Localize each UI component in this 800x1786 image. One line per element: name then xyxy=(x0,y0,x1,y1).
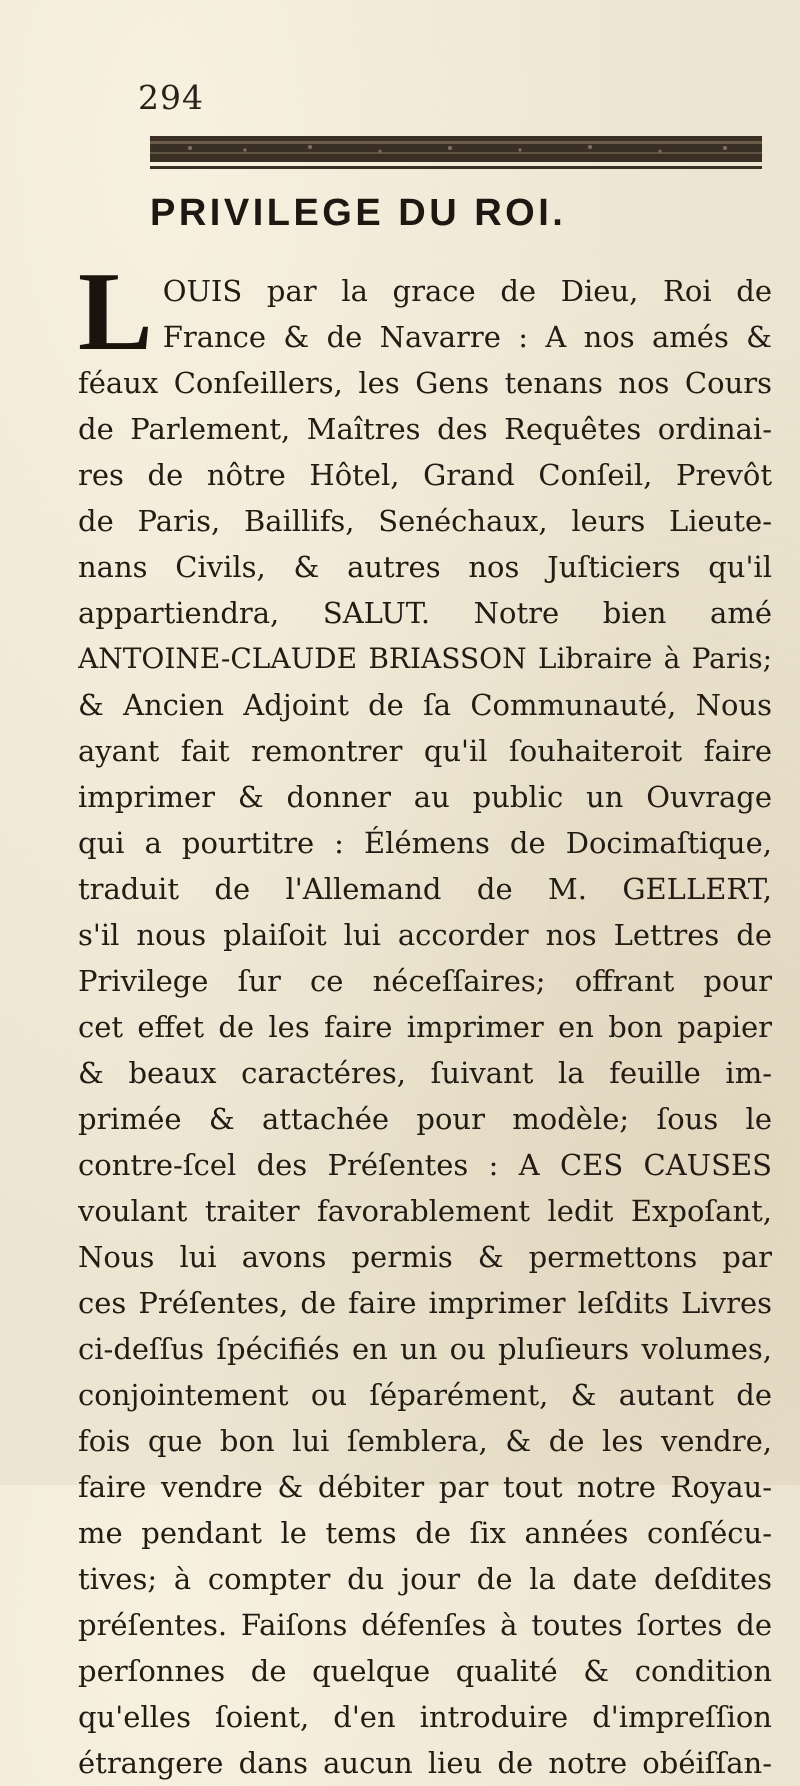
privilege-body xyxy=(78,250,772,1786)
text-line: perſonnes de quelque qualité & condition xyxy=(78,1654,772,1688)
text-line: OUIS par la grace de Dieu, Roi de xyxy=(162,274,772,308)
page-number: 294 xyxy=(138,78,204,117)
text-line: faire vendre & débiter par tout notre Royau- xyxy=(78,1470,772,1504)
text-line: res de nôtre Hôtel, Grand Conſeil, Prevôt xyxy=(78,458,772,492)
text-line: contre-ſcel des Préſentes : A CES CAUSES xyxy=(78,1148,772,1182)
text-line: Nous lui avons permis & permettons par xyxy=(78,1240,772,1274)
ornament-band xyxy=(150,132,762,174)
text-line: nans Civils, & autres nos Juſticiers qu'il xyxy=(78,550,772,584)
text-line: qu'elles ſoient, d'en introduire d'impreſſion xyxy=(78,1700,772,1734)
text-line: France & de Navarre : A nos amés & xyxy=(162,320,772,354)
text-line: cet effet de les faire imprimer en bon papier xyxy=(78,1010,772,1044)
text-line: imprimer & donner au public un Ouvrage xyxy=(78,780,772,814)
text-line: féaux Conſeillers, les Gens tenans nos Cours xyxy=(78,366,772,400)
text-line: de Parlement, Maîtres des Requêtes ordinai- xyxy=(78,412,772,446)
text-line: & Ancien Adjoint de ſa Communauté, Nous xyxy=(78,688,772,722)
text-line: ces Préſentes, de faire imprimer leſdits Livres xyxy=(78,1286,772,1320)
drop-cap: L xyxy=(78,250,153,374)
text-line: s'il nous plaiſoit lui accorder nos Lettres de xyxy=(78,918,772,952)
text-line: tives; à compter du jour de la date deſdites xyxy=(78,1562,772,1596)
text-line: préſentes. Faiſons défenſes à toutes ſortes de xyxy=(78,1608,772,1642)
text-line: ANTOINE-CLAUDE BRIASSON Libraire à Paris; xyxy=(78,642,772,675)
text-line: ci-deſſus ſpécifiés en un ou pluſieurs volumes, xyxy=(78,1332,772,1366)
text-line: qui a pourtitre : Élémens de Docimaſtique, xyxy=(78,826,772,860)
text-line: conjointement ou ſéparément, & autant de xyxy=(78,1378,772,1412)
text-line: & beaux caractéres, ſuivant la feuille im- xyxy=(78,1056,772,1090)
text-line: étrangere dans aucun lieu de notre obéiſſan- xyxy=(78,1746,772,1780)
text-line: de Paris, Baillifs, Senéchaux, leurs Lieute- xyxy=(78,504,772,538)
text-line: Privilege ſur ce néceſſaires; offrant pour xyxy=(78,964,772,998)
text-line: fois que bon lui ſemblera, & de les vendre, xyxy=(78,1424,772,1458)
page-heading: PRIVILEGE DU ROI. xyxy=(150,192,567,234)
text-line: ayant fait remontrer qu'il ſouhaiteroit faire xyxy=(78,734,772,768)
text-line: appartiendra, SALUT. Notre bien amé xyxy=(78,596,772,630)
text-line: me pendant le tems de ſix années conſécu- xyxy=(78,1516,772,1550)
text-line: voulant traiter favorablement ledit Expoſant, xyxy=(78,1194,772,1228)
text-line: primée & attachée pour modèle; ſous le xyxy=(78,1102,772,1136)
text-line: traduit de l'Allemand de M. GELLERT, xyxy=(78,872,772,906)
